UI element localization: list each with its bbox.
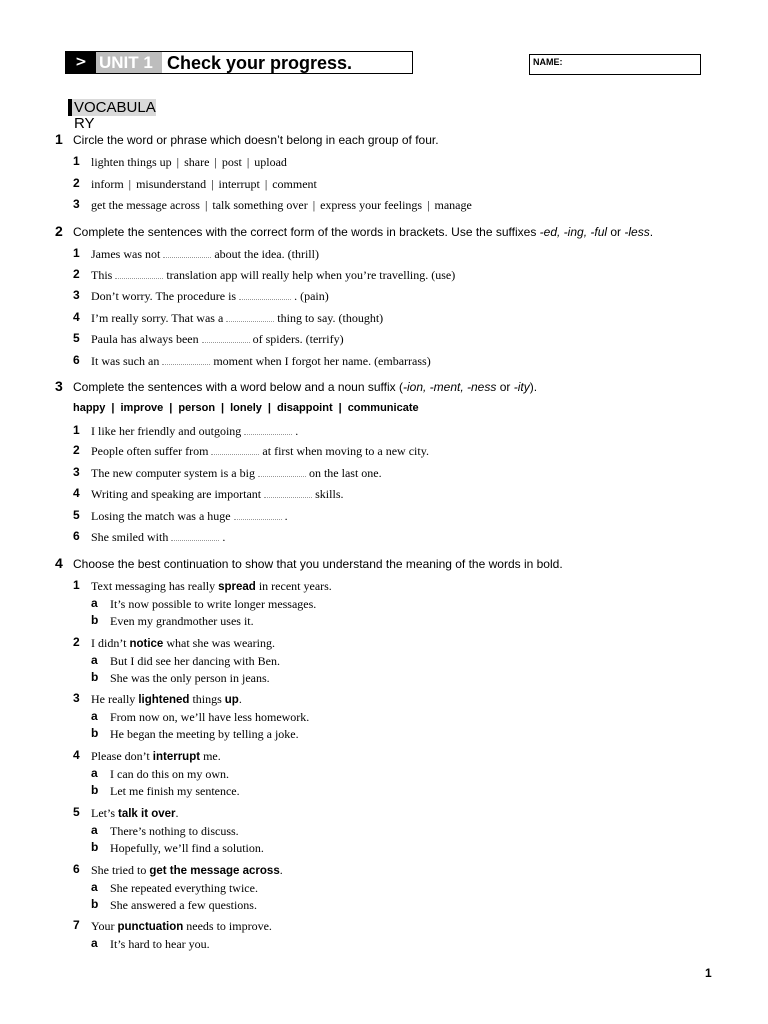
- answer-blank[interactable]: [226, 312, 274, 322]
- bold-term: spread: [218, 581, 256, 593]
- option-text[interactable]: But I did see her dancing with Ben.: [110, 654, 280, 668]
- answer-blank[interactable]: [239, 290, 291, 300]
- word-bank-item: disappoint: [277, 402, 333, 414]
- sentence-text: Text messaging has really: [91, 579, 219, 593]
- sentence: [91, 444, 429, 459]
- option-letter[interactable]: a: [91, 880, 98, 894]
- instruction-text: or: [607, 225, 625, 239]
- bold-term: get the message across: [149, 865, 280, 877]
- instruction-suffixes: -ity: [513, 380, 530, 394]
- word-option[interactable]: inform: [91, 177, 124, 191]
- item-number: 3: [73, 288, 80, 302]
- item-number: 4: [73, 748, 80, 762]
- exercise-number: 3: [55, 378, 63, 394]
- sentence-text: translation app will really help when you’re travelling. (use): [166, 268, 456, 282]
- exercise-instruction: Choose the best continuation to show that you understand the meaning of the words in bold.: [73, 557, 563, 571]
- sentence-text: This: [91, 268, 113, 282]
- sentence-text: People often suffer from: [91, 444, 209, 458]
- sentence-text: .: [238, 692, 242, 706]
- instruction-text: Complete the sentences with a word below and a noun suffix (: [73, 380, 403, 394]
- item-number: 1: [73, 154, 80, 168]
- sentence: [91, 509, 288, 524]
- option-letter[interactable]: a: [91, 936, 98, 950]
- question-sentence: [91, 636, 275, 651]
- option-text[interactable]: There’s nothing to discuss.: [110, 824, 239, 838]
- sentence-text: Don’t worry. The procedure is: [91, 289, 237, 303]
- item-number: 4: [73, 486, 80, 500]
- option-letter[interactable]: b: [91, 840, 99, 854]
- word-option[interactable]: express your feelings: [320, 198, 423, 212]
- option-letter[interactable]: a: [91, 766, 98, 780]
- word-bank-item: improve: [120, 402, 164, 414]
- separator: |: [264, 177, 268, 191]
- sentence-text: I didn’t: [91, 636, 130, 650]
- item-number: 1: [73, 423, 80, 437]
- option-text[interactable]: She repeated everything twice.: [110, 881, 258, 895]
- word-option[interactable]: share: [184, 155, 210, 169]
- option-text[interactable]: Even my grandmother uses it.: [110, 614, 254, 628]
- item-number: 2: [73, 267, 80, 281]
- bold-term: talk it over: [118, 808, 176, 820]
- option-letter[interactable]: b: [91, 783, 99, 797]
- item-number: 5: [73, 805, 80, 819]
- instruction-text: Complete the sentences with the correct form of the words in brackets. Use the suffixes: [73, 225, 540, 239]
- unit-label: UNIT 1: [96, 52, 162, 73]
- item-number: 3: [73, 465, 80, 479]
- question-sentence: [91, 806, 179, 821]
- separator: |: [214, 155, 217, 169]
- sentence-text: . (pain): [294, 289, 329, 303]
- option-text[interactable]: She was the only person in jeans.: [110, 671, 270, 685]
- bold-term: lightened: [138, 694, 190, 706]
- bold-term: interrupt: [152, 751, 201, 763]
- answer-blank[interactable]: [258, 467, 306, 477]
- item-number: 2: [73, 176, 80, 190]
- option-text[interactable]: It’s now possible to write longer messages.: [110, 597, 317, 611]
- item-number: 1: [73, 578, 80, 592]
- answer-blank[interactable]: [171, 531, 219, 541]
- name-label: NAME:: [533, 57, 563, 67]
- question-sentence: [91, 692, 242, 707]
- sentence: [91, 247, 319, 262]
- word-bank: [73, 402, 419, 414]
- option-letter[interactable]: a: [91, 653, 98, 667]
- section-heading: [68, 100, 163, 132]
- sentence-text: what she was wearing.: [163, 636, 275, 650]
- sentence: [91, 466, 382, 481]
- separator: |: [427, 198, 430, 212]
- exercise-number: 1: [55, 131, 63, 147]
- bold-term: up: [224, 694, 239, 706]
- word-bank-item: communicate: [347, 402, 419, 414]
- word-option[interactable]: interrupt: [218, 177, 260, 191]
- separator: |: [204, 198, 208, 212]
- question-sentence: [91, 749, 221, 764]
- word-bank-item: person: [178, 402, 216, 414]
- word-option[interactable]: get the message across: [91, 198, 200, 212]
- item-number: 3: [73, 691, 80, 705]
- option-text[interactable]: It’s hard to hear you.: [110, 937, 210, 951]
- exercise-number: 4: [55, 555, 63, 571]
- separator: |: [338, 402, 342, 414]
- separator: |: [211, 177, 214, 191]
- question-sentence: [91, 579, 332, 594]
- answer-blank[interactable]: [211, 445, 259, 455]
- section-heading-line1: VOCABULA: [68, 99, 156, 116]
- question-sentence: [91, 863, 283, 878]
- option-text[interactable]: I can do this on my own.: [110, 767, 229, 781]
- separator: |: [221, 402, 225, 414]
- word-bank-item: happy: [73, 402, 106, 414]
- sentence-text: me.: [200, 749, 221, 763]
- item-number: 6: [73, 862, 80, 876]
- separator: |: [267, 402, 271, 414]
- sentence: [91, 332, 344, 347]
- separator: |: [176, 155, 180, 169]
- sentence-text: thing to say. (thought): [277, 311, 384, 325]
- sentence: [91, 487, 343, 502]
- bold-term: punctuation: [117, 921, 184, 933]
- sentence-text: The new computer system is a big: [91, 466, 255, 480]
- sentence-text: .: [295, 424, 299, 438]
- question-sentence: [91, 919, 272, 934]
- sentence-text: .: [175, 806, 179, 820]
- sentence-text: She smiled with: [91, 530, 169, 544]
- instruction-text: ).: [529, 380, 538, 394]
- sentence-text: needs to improve.: [183, 919, 272, 933]
- exercise-instruction: [73, 225, 653, 239]
- option-letter[interactable]: b: [91, 613, 99, 627]
- separator: |: [128, 177, 132, 191]
- sentence-text: Losing the match was a huge: [91, 509, 231, 523]
- item-number: 5: [73, 331, 80, 345]
- instruction-suffixes: -ed, -ing, -ful: [539, 225, 608, 239]
- word-option[interactable]: post: [221, 155, 242, 169]
- option-text[interactable]: Hopefully, we’ll find a solution.: [110, 841, 264, 855]
- separator: |: [312, 198, 316, 212]
- option-letter[interactable]: a: [91, 596, 98, 610]
- sentence-text: She tried to: [91, 863, 150, 877]
- sentence: [91, 424, 298, 439]
- word-option[interactable]: misunderstand: [136, 177, 207, 191]
- item-number: 6: [73, 353, 80, 367]
- word-option[interactable]: comment: [272, 177, 317, 191]
- sentence-text: Please don’t: [91, 749, 153, 763]
- sentence-text: in recent years.: [255, 579, 332, 593]
- word-group: [91, 155, 287, 170]
- item-number: 4: [73, 310, 80, 324]
- instruction-suffixes: -ion, -ment, -ness: [402, 380, 497, 394]
- sentence-text: on the last one.: [308, 466, 382, 480]
- option-text[interactable]: He began the meeting by telling a joke.: [110, 727, 299, 741]
- sentence: [91, 530, 225, 545]
- answer-blank[interactable]: [264, 488, 312, 498]
- separator: |: [169, 402, 173, 414]
- sentence-text: It was such an: [91, 354, 160, 368]
- instruction-suffixes: -less: [624, 225, 650, 239]
- sentence-text: about the idea. (thrill): [214, 247, 319, 261]
- exercise-number: 2: [55, 223, 63, 239]
- word-option[interactable]: manage: [434, 198, 472, 212]
- sentence-text: James was not: [91, 247, 161, 261]
- answer-blank[interactable]: [115, 269, 163, 279]
- option-text[interactable]: From now on, we’ll have less homework.: [110, 710, 310, 724]
- option-letter[interactable]: a: [91, 823, 98, 837]
- name-field[interactable]: [529, 54, 701, 75]
- option-text[interactable]: She answered a few questions.: [110, 898, 257, 912]
- option-letter[interactable]: b: [91, 726, 99, 740]
- sentence-text: moment when I forgot her name. (embarrass): [213, 354, 431, 368]
- arrow-icon: >: [66, 52, 96, 73]
- sentence-text: things: [189, 692, 225, 706]
- option-letter[interactable]: b: [91, 670, 99, 684]
- item-number: 2: [73, 635, 80, 649]
- item-number: 3: [73, 197, 80, 211]
- word-group: [91, 177, 317, 192]
- option-letter[interactable]: b: [91, 897, 99, 911]
- word-group: [91, 198, 472, 213]
- section-heading-line2: RY: [74, 115, 95, 132]
- sentence-text: I’m really sorry. That was a: [91, 311, 224, 325]
- instruction-text: .: [649, 225, 654, 239]
- sentence-text: of spiders. (terrify): [252, 332, 344, 346]
- title-banner: [65, 51, 413, 74]
- answer-blank[interactable]: [162, 355, 210, 365]
- sentence: [91, 354, 431, 369]
- answer-blank[interactable]: [163, 248, 211, 258]
- exercise-instruction: Circle the word or phrase which doesn’t belong in each group of four.: [73, 133, 439, 147]
- item-number: 5: [73, 508, 80, 522]
- sentence-text: Paula has always been: [91, 332, 199, 346]
- word-option[interactable]: talk something over: [212, 198, 308, 212]
- word-bank-item: lonely: [230, 402, 262, 414]
- option-text[interactable]: Let me finish my sentence.: [110, 784, 240, 798]
- sentence-text: .: [279, 863, 283, 877]
- sentence-text: .: [284, 509, 288, 523]
- sentence-text: Writing and speaking are important: [91, 487, 262, 501]
- answer-blank[interactable]: [244, 425, 292, 435]
- item-number: 7: [73, 918, 80, 932]
- separator: |: [246, 155, 250, 169]
- sentence: [91, 268, 455, 283]
- option-letter[interactable]: a: [91, 709, 98, 723]
- answer-blank[interactable]: [202, 333, 250, 343]
- page-title: Check your progress.: [167, 53, 353, 73]
- item-number: 6: [73, 529, 80, 543]
- sentence-text: skills.: [315, 487, 344, 501]
- sentence: [91, 289, 329, 304]
- item-number: 1: [73, 246, 80, 260]
- sentence-text: Your: [91, 919, 118, 933]
- sentence-text: at first when moving to a new city.: [262, 444, 429, 458]
- answer-blank[interactable]: [234, 510, 282, 520]
- exercise-instruction: [73, 380, 537, 394]
- item-number: 2: [73, 443, 80, 457]
- sentence-text: He really: [91, 692, 139, 706]
- page-number: 1: [705, 966, 712, 980]
- instruction-text: or: [496, 380, 514, 394]
- bold-term: notice: [129, 638, 164, 650]
- sentence-text: .: [222, 530, 226, 544]
- sentence-text: Let’s: [91, 806, 118, 820]
- sentence: [91, 311, 383, 326]
- separator: |: [111, 402, 115, 414]
- sentence-text: I like her friendly and outgoing: [91, 424, 242, 438]
- word-option[interactable]: lighten things up: [91, 155, 172, 169]
- word-option[interactable]: upload: [254, 155, 287, 169]
